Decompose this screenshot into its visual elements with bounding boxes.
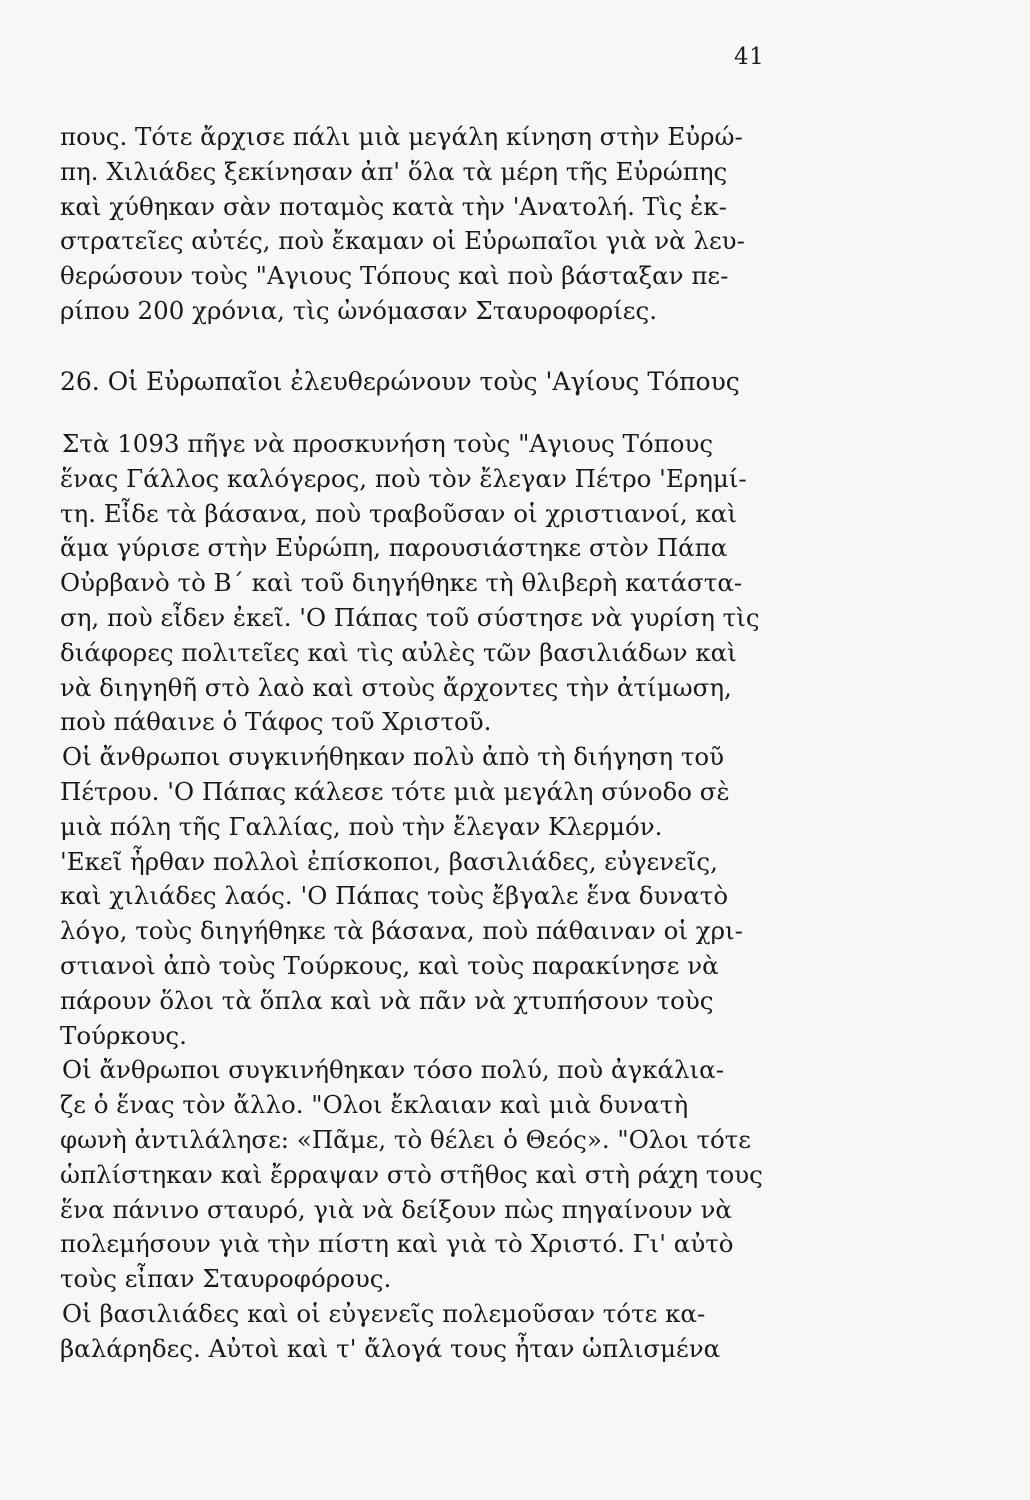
text-line: πη. Χιλιάδες ξεκίνησαν ἀπ' ὅλα τὰ μέρη τῆς Εὐρώπης: [60, 156, 728, 186]
page-number: 41: [734, 44, 765, 70]
text-line: ἅμα γύρισε στὴν Εὐρώπη, παρουσιάστηκε στὸν Πάπα: [60, 533, 728, 563]
text-line: Οὐρβανὸ τὸ Β΄ καὶ τοῦ διηγήθηκε τὴ θλιβερὴ κατάστα-: [60, 568, 743, 598]
text-line: καὶ χύθηκαν σὰν ποταμὸς κατὰ τὴν 'Ανατολή. Τὶς ἐκ-: [60, 191, 727, 221]
text-line: ἕνας Γάλλος καλόγερος, ποὺ τὸν ἔλεγαν Πέτρο 'Ερημί-: [60, 463, 747, 493]
text-line: Πέτρου. 'Ο Πάπας κάλεσε τότε μιὰ μεγάλη σύνοδο σὲ: [60, 776, 730, 806]
body-text: [60, 427, 800, 1367]
text-line: στιανοὶ ἀπὸ τοὺς Τούρκους, καὶ τοὺς παρακίνησε νὰ: [60, 950, 719, 980]
text-line: Οἱ ἄνθρωποι συγκινήθηκαν τόσο πολύ, ποὺ ἀγκάλια-: [62, 1055, 724, 1085]
text-line: 'Εκεῖ ἦρθαν πολλοὶ ἐπίσκοποι, βασιλιάδες, εὐγενεῖς,: [60, 846, 718, 876]
text-line: θερώσουν τοὺς "Αγιους Τόπους καὶ ποὺ βάσταξαν πε-: [60, 261, 729, 291]
text-line: ἕνα πάνινο σταυρό, γιὰ νὰ δείξουν πὼς πηγαίνουν νὰ: [60, 1194, 732, 1224]
text-line: πους. Τότε ἄρχισε πάλι μιὰ μεγάλη κίνηση στὴν Εὐρώ-: [60, 122, 743, 151]
text-line: βαλάρηδες. Αὐτοὶ καὶ τ' ἄλογά τους ἦταν ὡπλισμένα: [60, 1333, 721, 1363]
text-line: Τούρκους.: [60, 1020, 187, 1050]
text-line: πάρουν ὅλοι τὰ ὅπλα καὶ νὰ πᾶν νὰ χτυπήσουν τοὺς: [60, 985, 714, 1015]
text-line: καὶ χιλιάδες λαός. 'Ο Πάπας τοὺς ἔβγαλε ἕνα δυνατὸ: [60, 881, 729, 911]
text-line: διάφορες πολιτεῖες καὶ τὶς αὐλὲς τῶν βασιλιάδων καὶ: [60, 637, 737, 667]
text-line: ποὺ πάθαινε ὁ Τάφος τοῦ Χριστοῦ.: [60, 707, 492, 737]
text-line: Οἱ βασιλιάδες καὶ οἱ εὐγενεῖς πολεμοῦσαν τότε κα-: [62, 1298, 706, 1328]
text-line: μιὰ πόλη τῆς Γαλλίας, ποὺ τὴν ἔλεγαν Κλερμόν.: [60, 811, 663, 841]
text-line: ὡπλίστηκαν καὶ ἔρραψαν στὸ στῆθος καὶ στὴ ράχη τους: [60, 1159, 763, 1189]
text-line: νὰ διηγηθῆ στὸ λαὸ καὶ στοὺς ἄρχοντες τὴν ἀτίμωση,: [60, 672, 732, 702]
text-line: ζε ὁ ἕνας τὸν ἄλλο. "Ολοι ἔκλαιαν καὶ μιὰ δυνατὴ: [60, 1090, 689, 1120]
text-line: φωνὴ ἀντιλάλησε: «Πᾶμε, τὸ θέλει ὁ Θεός». "Ολοι τότε: [60, 1124, 752, 1154]
text-line: Στὰ 1093 πῆγε νὰ προσκυνήση τοὺς "Αγιους Τόπους: [62, 429, 714, 458]
section-heading: 26. Οἱ Εὐρωπαῖοι ἐλευθερώνουν τοὺς 'Αγίους Τόπους: [60, 367, 740, 396]
text-line: ση, ποὺ εἶδεν ἐκεῖ. 'Ο Πάπας τοῦ σύστησε νὰ γυρίση τὶς: [60, 602, 760, 632]
text-line: τοὺς εἶπαν Σταυροφόρους.: [60, 1264, 392, 1294]
text-line: λόγο, τοὺς διηγήθηκε τὰ βάσανα, ποὺ πάθαιναν οἱ χρι-: [60, 916, 743, 946]
text-line: τη. Εἶδε τὰ βάσανα, ποὺ τραβοῦσαν οἱ χριστιανοί, καὶ: [60, 498, 737, 528]
text-line: στρατεῖες αὐτές, ποὺ ἔκαμαν οἱ Εὐρωπαῖοι γιὰ νὰ λευ-: [60, 226, 745, 256]
text-line: ρίπου 200 χρόνια, τὶς ὠνόμασαν Σταυροφορίες.: [60, 295, 658, 325]
text-line: πολεμήσουν γιὰ τὴν πίστη καὶ γιὰ τὸ Χριστό. Γι' αὐτὸ: [60, 1229, 734, 1259]
text-line: Οἱ ἄνθρωποι συγκινήθηκαν πολὺ ἀπὸ τὴ διήγηση τοῦ: [62, 742, 725, 772]
intro-paragraph: [60, 120, 800, 329]
